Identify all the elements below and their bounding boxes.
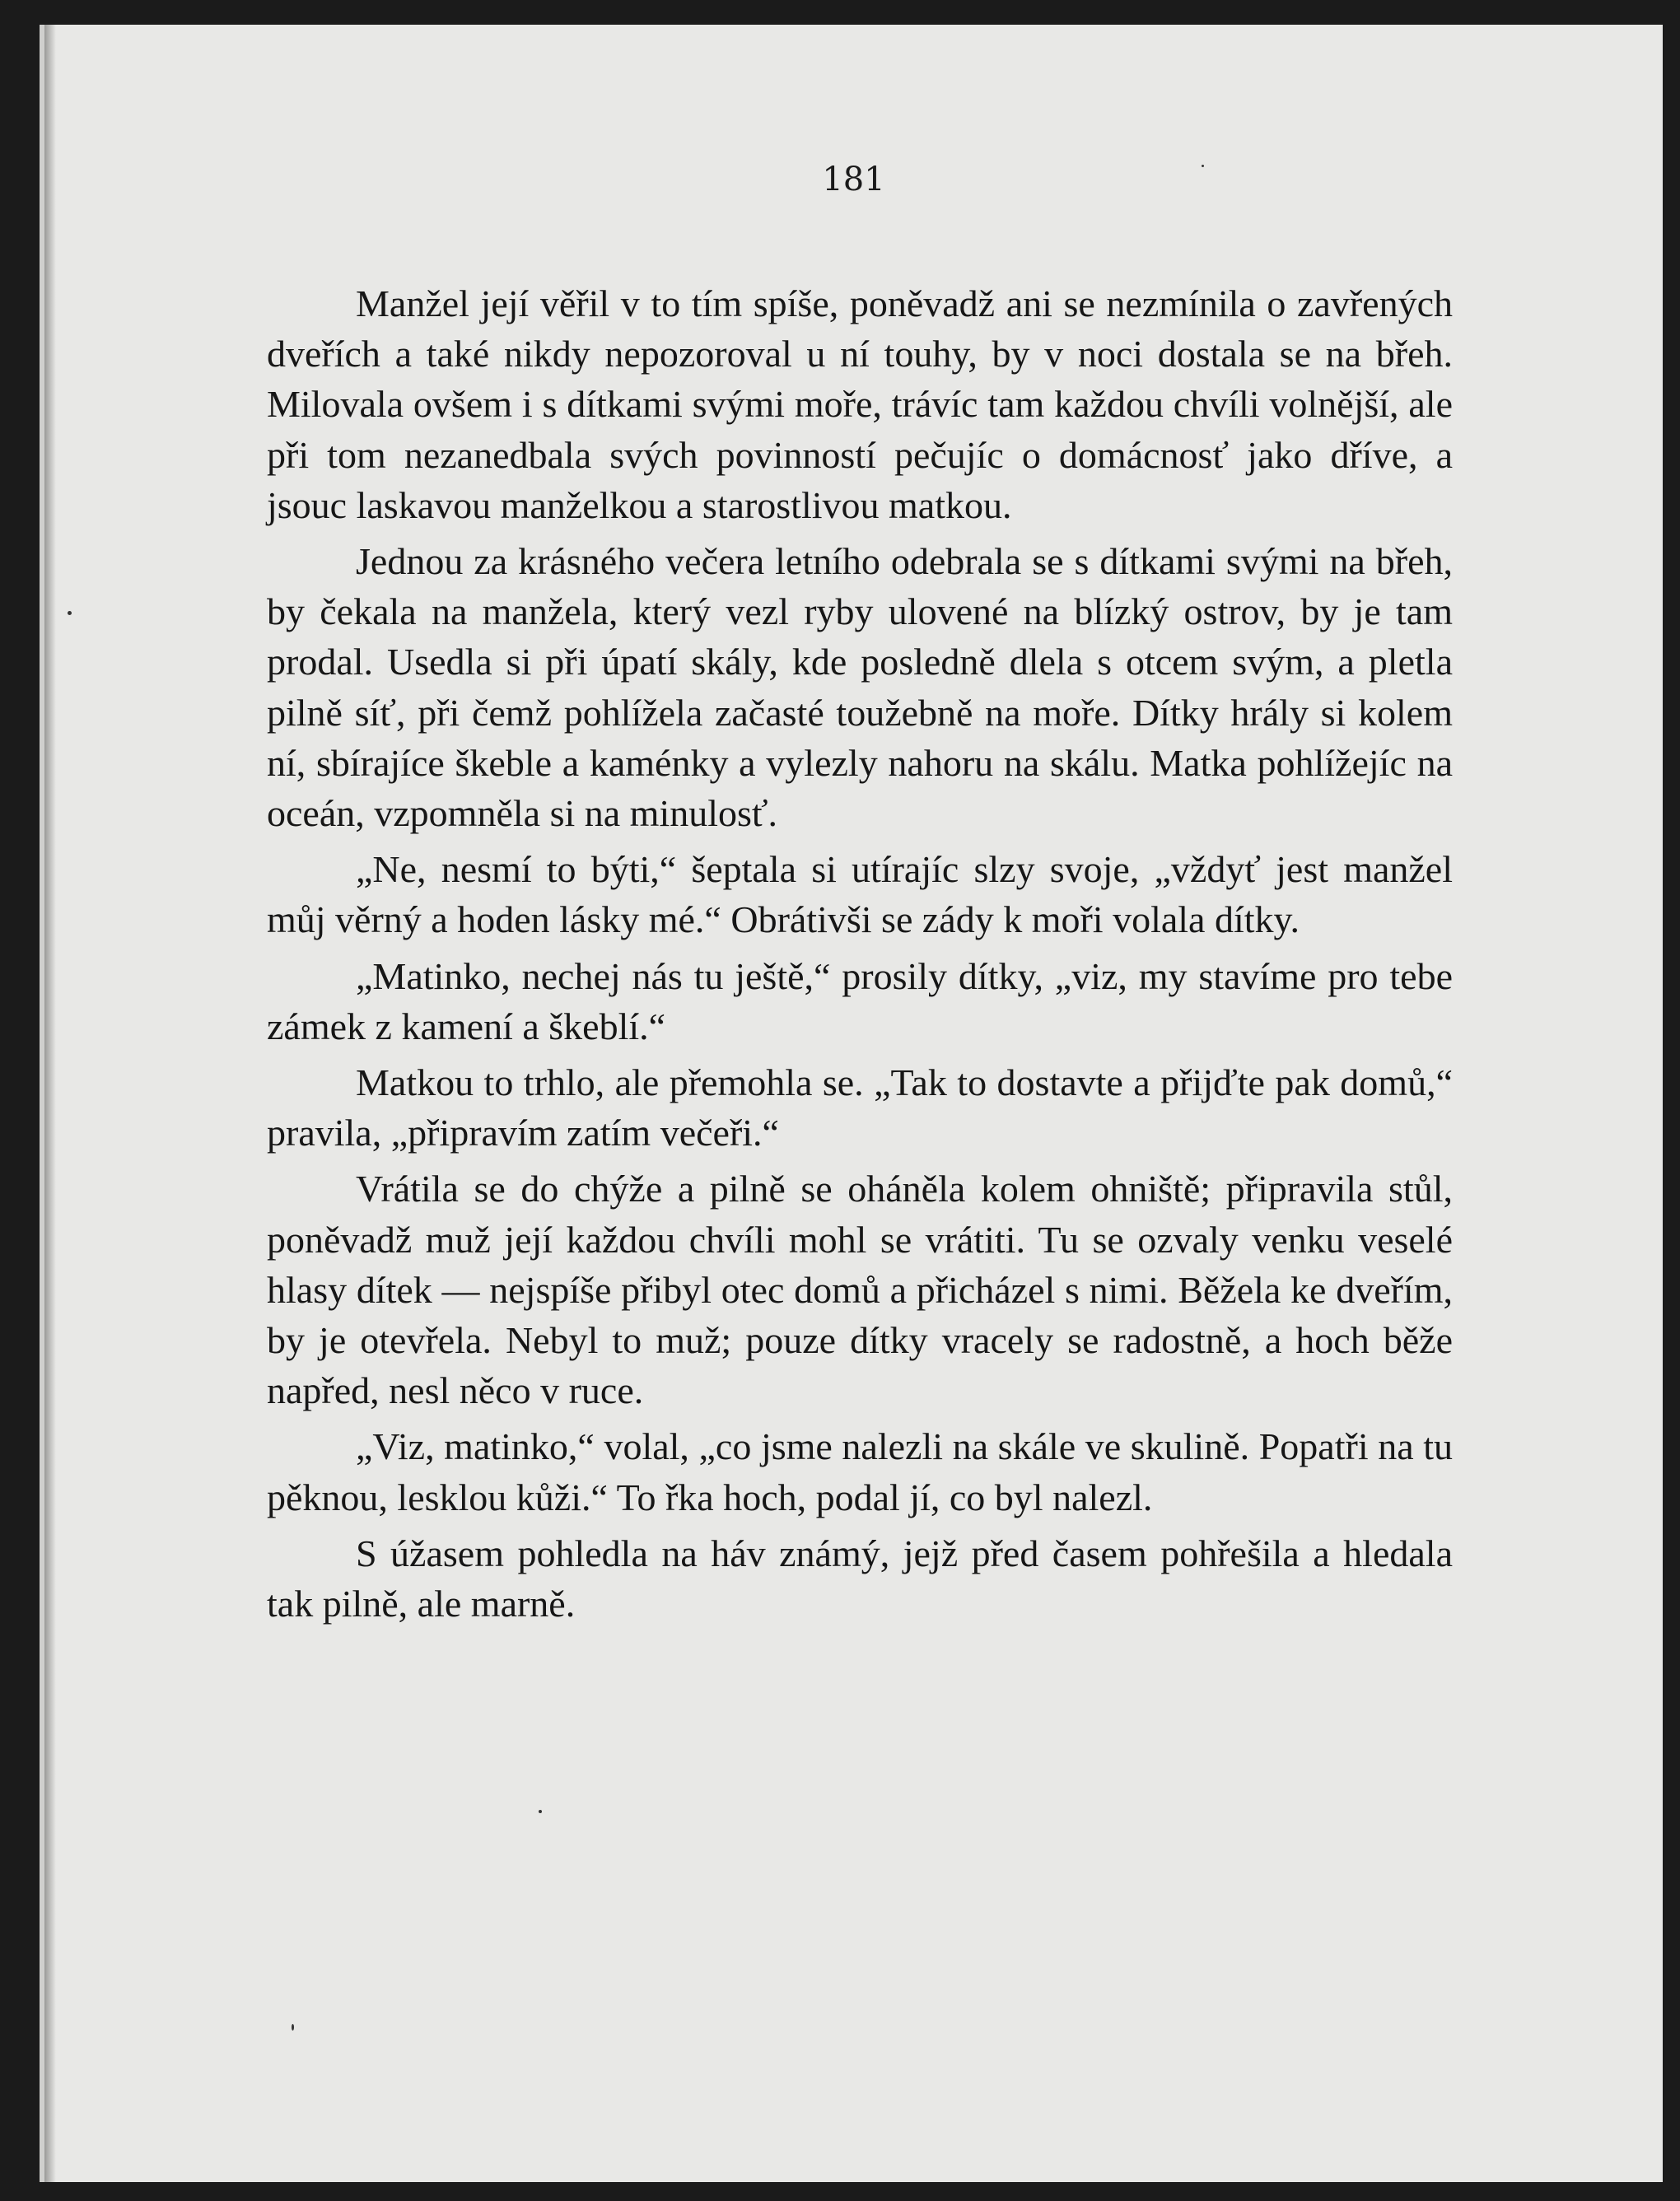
body-text [267,278,1453,1634]
paragraph: Manžel její věřil v to tím spíše, poněvadž ani se nezmínila o zavřených dveřích a také nikdy nepozoroval u ní touhy, by v noci dostala se na břeh. Milovala ovšem i s dítkami svými moře, trávíc tam každou chvíli volnější, ale při tom nezanedbala svých povinností pečujíc o domácnosť jako dříve, a jsouc laskavou manželkou a starostlivou matkou. [267,282,1453,526]
paragraph: Vrátila se do chýže a pilně se oháněla kolem ohniště; připravila stůl, poněvadž muž její každou chvíli mohl se vrátiti. Tu se ozvaly venku veselé hlasy dítek — nejspíše přibyl otec domů a přicházel s nimi. Běžela ke dveřím, by je otevřela. Nebyl to muž; pouze dítky vracely se radostně, a hoch běže napřed, nesl něco v ruce. [267,1168,1453,1412]
scan-speck [292,2024,294,2031]
paragraph: „Viz, matinko,“ volal, „co jsme nalezli na skále ve skulině. Popatři na tu pěknou, lesklou kůži.“ To řka hoch, podal jí, co byl nalezl. [267,1425,1453,1518]
book-page [40,25,1663,2182]
paragraph: „Matinko, nechej nás tu ještě,“ prosily dítky, „viz, my stavíme pro tebe zámek z kamení a škeblí.“ [267,954,1453,1047]
paragraph: Matkou to trhlo, ale přemohla se. „Tak to dostavte a přijďte pak domů,“ pravila, „připravím zatím večeři.“ [267,1061,1453,1154]
scan-speck [539,1810,542,1813]
scan-speck [1202,165,1204,167]
scan-speck [68,611,72,615]
paragraph: S úžasem pohledla na háv známý, jejž před časem pohřešila a hledala tak pilně, ale marně. [267,1532,1453,1625]
binding-shadow [44,25,56,2182]
page-number: 181 [822,161,885,198]
paragraph: „Ne, nesmí to býti,“ šeptala si utírajíc slzy svoje, „vždyť jest manžel můj věrný a hoden lásky mé.“ Obrátivši se zády k moři volala dítky. [267,848,1453,941]
paragraph: Jednou za krásného večera letního odebrala se s dítkami svými na břeh, by čekala na manžela, který vezl ryby ulovené na blízký ostrov, by je tam prodal. Usedla si při úpatí skály, kde posledně dlela s otcem svým, a pletla pilně síť, při čemž pohlížela začasté toužebně na moře. Dítky hrály si kolem ní, sbírajíce škeble a kaménky a vylezly nahoru na skálu. Matka pohlížejíc na oceán, vzpomněla si na minulosť. [267,540,1453,835]
